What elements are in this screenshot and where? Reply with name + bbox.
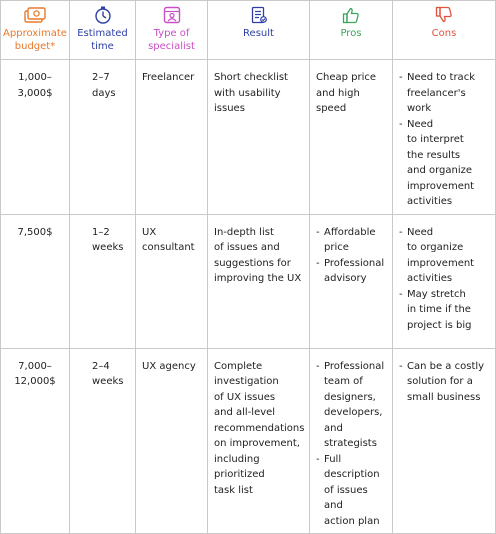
cons-cell	[393, 214, 496, 348]
cons-item: - May stretch in time if the project is big	[399, 287, 491, 334]
specialist-cell: UX agency	[136, 348, 208, 534]
header-cons	[393, 1, 496, 60]
pros-cell	[310, 348, 393, 534]
specialist-cell: Freelancer	[136, 60, 208, 215]
stopwatch-icon	[94, 6, 112, 24]
cons-item: - Need to interpret the results and organize improvement activities	[399, 117, 491, 210]
table-row	[1, 60, 496, 215]
result-cell: Short checklist with usability issues	[208, 60, 310, 215]
header-pros-label: Pros	[340, 28, 362, 39]
pros-item: - Affordable price	[316, 225, 388, 256]
header-time	[70, 1, 136, 60]
header-cons-label: Cons	[431, 28, 457, 39]
header-result-label: Result	[243, 28, 274, 39]
cons-item: - Need to track freelancer's work	[399, 70, 491, 117]
pros-cell	[310, 214, 393, 348]
money-icon	[24, 6, 46, 24]
thumbs-down-icon	[435, 6, 453, 24]
pros-item: - Professional advisory	[316, 256, 388, 287]
cons-item: - Can be a costly solution for a small business	[399, 359, 491, 406]
header-budget-label: Approximate budget*	[3, 28, 67, 52]
time-cell: 2–4 weeks	[70, 348, 136, 534]
specialist-icon	[163, 6, 181, 24]
cons-cell	[393, 348, 496, 534]
pros-item: - Professional team of designers, developers, and strategists	[316, 359, 388, 452]
result-cell: In-depth list of issues and suggestions for improving the UX	[208, 214, 310, 348]
table-row	[1, 214, 496, 348]
pros-cell: Cheap price and high speed	[310, 60, 393, 215]
header-specialist-label: Type of specialist	[148, 28, 195, 52]
cons-item: - Need to organize improvement activities	[399, 225, 491, 287]
header-pros	[310, 1, 393, 60]
budget-cell: 7,500$	[1, 214, 70, 348]
budget-cell: 7,000– 12,000$	[1, 348, 70, 534]
time-cell: 1–2 weeks	[70, 214, 136, 348]
header-time-label: Estimated time	[77, 28, 128, 52]
result-cell: Complete investigation of UX issues and all-level recommendations on improvement, including prioritized task list	[208, 348, 310, 534]
specialist-cell: UX consultant	[136, 214, 208, 348]
header-row	[1, 1, 496, 60]
checklist-icon	[250, 6, 268, 24]
cons-cell	[393, 60, 496, 215]
table-row	[1, 348, 496, 534]
header-specialist	[136, 1, 208, 60]
pros-item: - Full description of issues and action plan	[316, 452, 388, 530]
header-result	[208, 1, 310, 60]
header-budget	[1, 1, 70, 60]
time-cell: 2–7 days	[70, 60, 136, 215]
budget-cell: 1,000– 3,000$	[1, 60, 70, 215]
thumbs-up-icon	[342, 6, 360, 24]
